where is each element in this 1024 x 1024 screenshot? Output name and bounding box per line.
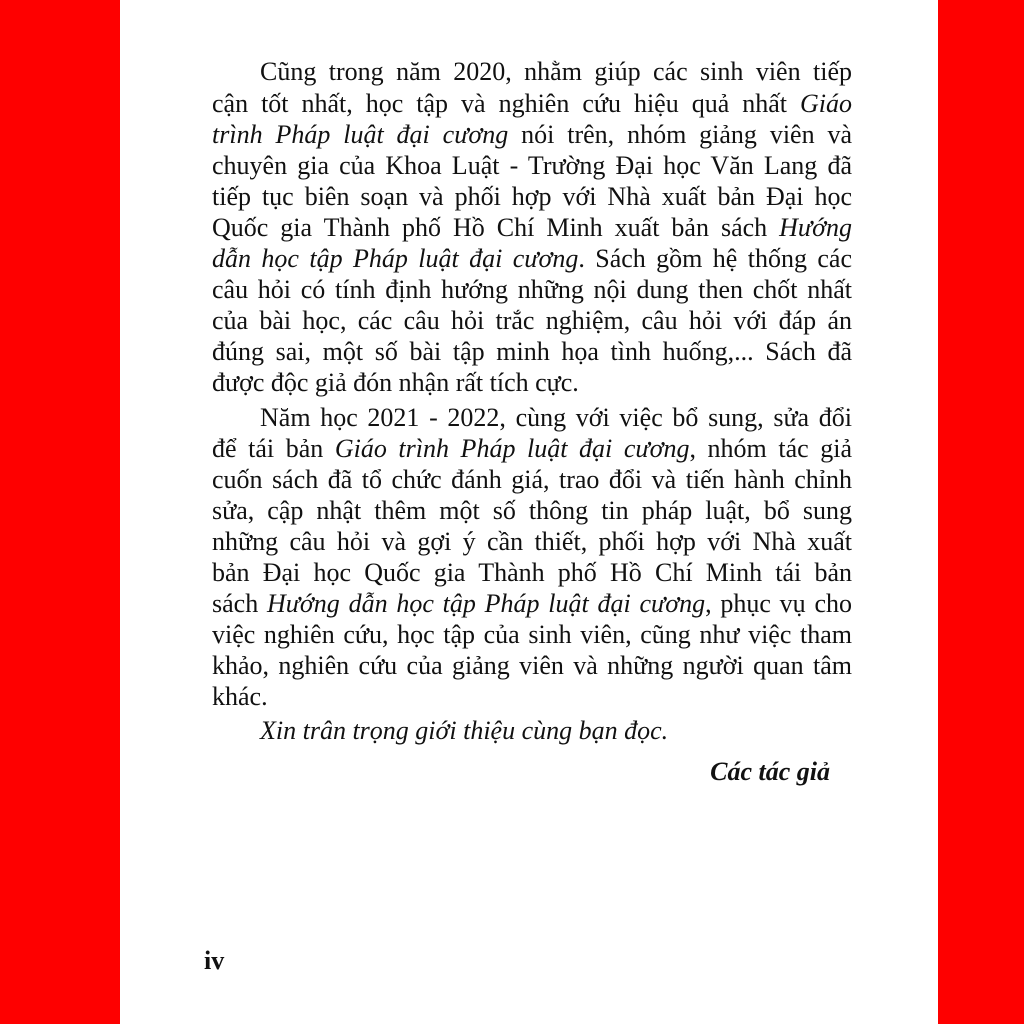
p2-line-5: những câu hỏi và gợi ý cần thiết, phối hợp với Nhà xuất [212,527,852,556]
p2-line-10: khác. [212,682,268,711]
left-red-border [0,0,120,1024]
p2-line-9: khảo, nghiên cứu của giảng viên và những người quan tâm [212,651,852,680]
p1-line-7: dẫn học tập Pháp luật đại cương. Sách gồm hệ thống các [212,244,852,273]
p1-line-9: của bài học, các câu hỏi trắc nghiệm, câu hỏi với đáp án [212,306,852,335]
author-signature: Các tác giả [710,757,830,786]
right-red-border [938,0,1024,1024]
p2-line-7: sách Hướng dẫn học tập Pháp luật đại cương, phục vụ cho [212,589,852,618]
p1-line-8: câu hỏi có tính định hướng những nội dung then chốt nhất [212,275,852,304]
p1-line-2: cận tốt nhất, học tập và nghiên cứu hiệu quả nhất Giáo [212,89,852,118]
p1-line-10: đúng sai, một số bài tập minh họa tình huống,... Sách đã [212,337,852,366]
p2-line-6: bản Đại học Quốc gia Thành phố Hồ Chí Minh tái bản [212,558,852,587]
p1-line-4: chuyên gia của Khoa Luật - Trường Đại học Văn Lang đã [212,151,852,180]
p2-line-1: Năm học 2021 - 2022, cùng với việc bổ sung, sửa đổi [260,403,852,432]
p2-line-2: để tái bản Giáo trình Pháp luật đại cương, nhóm tác giả [212,434,853,463]
p1-line-5: tiếp tục biên soạn và phối hợp với Nhà xuất bản Đại học [212,182,852,211]
p2-line-3: cuốn sách đã tổ chức đánh giá, trao đổi và tiến hành chỉnh [212,465,852,494]
book-page [120,0,938,1024]
p1-line-1: Cũng trong năm 2020, nhằm giúp các sinh viên tiếp [260,57,852,86]
p2-line-8: việc nghiên cứu, học tập của sinh viên, cũng như việc tham [212,620,852,649]
p1-line-11: được độc giả đón nhận rất tích cực. [212,368,579,397]
p2-line-4: sửa, cập nhật thêm một số thông tin pháp luật, bổ sung [212,496,852,525]
closing-line: Xin trân trọng giới thiệu cùng bạn đọc. [260,716,669,745]
p1-line-6: Quốc gia Thành phố Hồ Chí Minh xuất bản sách Hướng [212,213,852,242]
p1-line-3: trình Pháp luật đại cương nói trên, nhóm giảng viên và [212,120,853,149]
page-number: iv [204,946,225,975]
